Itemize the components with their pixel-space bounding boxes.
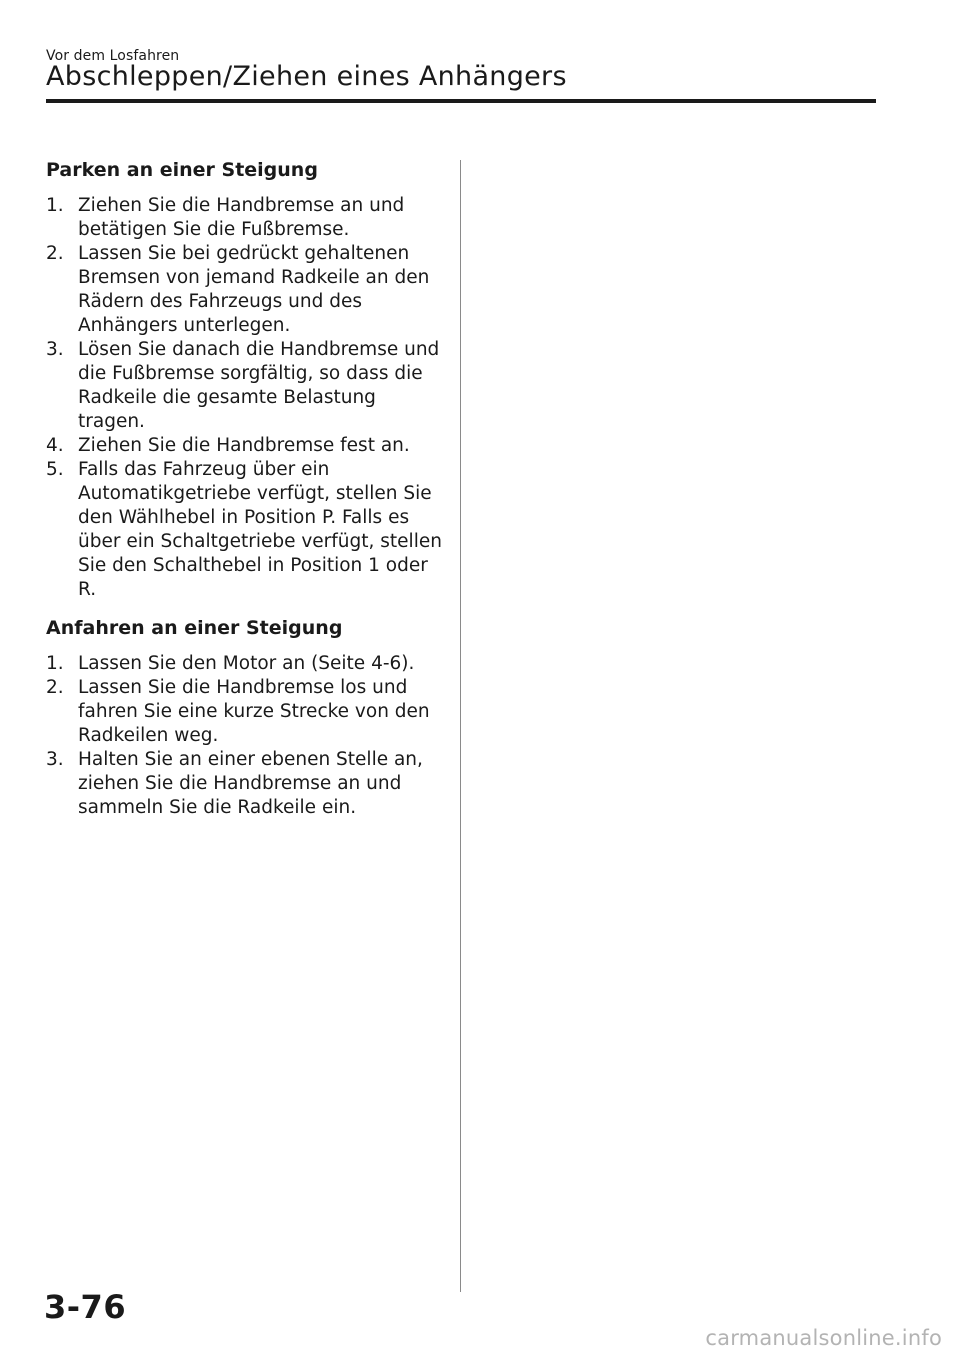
chapter-title: Abschleppen/Ziehen eines Anhängers bbox=[46, 61, 567, 92]
section-heading: Parken an einer Steigung bbox=[46, 159, 318, 181]
step-item bbox=[46, 676, 446, 748]
header-rule bbox=[46, 99, 876, 103]
section-parking-on-slope bbox=[46, 158, 446, 602]
page-number: 3-76 bbox=[44, 1288, 127, 1326]
step-number: 1. bbox=[46, 653, 64, 674]
watermark: carmanualsonline.info bbox=[705, 1326, 942, 1350]
left-column bbox=[46, 158, 446, 834]
step-item bbox=[46, 194, 446, 242]
step-text: Lassen Sie die Handbremse los und fahren Sie eine kurze Strecke von den Radkeilen weg. bbox=[78, 677, 430, 746]
column-divider bbox=[460, 160, 461, 1292]
step-number: 5. bbox=[46, 459, 64, 480]
step-number: 3. bbox=[46, 749, 64, 770]
step-number: 3. bbox=[46, 339, 64, 360]
step-item bbox=[46, 338, 446, 434]
step-text: Lassen Sie den Motor an (Seite 4-6). bbox=[78, 653, 415, 674]
step-text: Lassen Sie bei gedrückt gehaltenen Bremsen von jemand Radkeile an den Rädern des Fahrzeugs und des Anhängers unterlegen. bbox=[78, 243, 430, 336]
section-starting-on-slope bbox=[46, 616, 446, 820]
step-text: Lösen Sie danach die Handbremse und die Fußbremse sorgfältig, so dass die Radkeile die gesamte Belastung tragen. bbox=[78, 339, 440, 432]
step-text: Falls das Fahrzeug über ein Automatikgetriebe verfügt, stellen Sie den Wählhebel in Position P. Falls es über ein Schaltgetriebe verfügt, stellen Sie den Schalthebel in Position 1 oder R. bbox=[78, 459, 442, 600]
step-item bbox=[46, 652, 446, 676]
step-number: 1. bbox=[46, 195, 64, 216]
section-heading: Anfahren an einer Steigung bbox=[46, 617, 343, 639]
section-label: Vor dem Losfahren bbox=[46, 48, 180, 64]
step-list bbox=[46, 194, 446, 602]
step-number: 2. bbox=[46, 677, 64, 698]
step-item bbox=[46, 242, 446, 338]
step-number: 4. bbox=[46, 435, 64, 456]
step-number: 2. bbox=[46, 243, 64, 264]
step-list bbox=[46, 652, 446, 820]
step-text: Ziehen Sie die Handbremse an und betätigen Sie die Fußbremse. bbox=[78, 195, 405, 240]
step-text: Ziehen Sie die Handbremse fest an. bbox=[78, 435, 410, 456]
step-item bbox=[46, 748, 446, 820]
step-text: Halten Sie an einer ebenen Stelle an, ziehen Sie die Handbremse an und sammeln Sie die Radkeile ein. bbox=[78, 749, 423, 818]
step-item bbox=[46, 434, 446, 458]
step-item bbox=[46, 458, 446, 602]
